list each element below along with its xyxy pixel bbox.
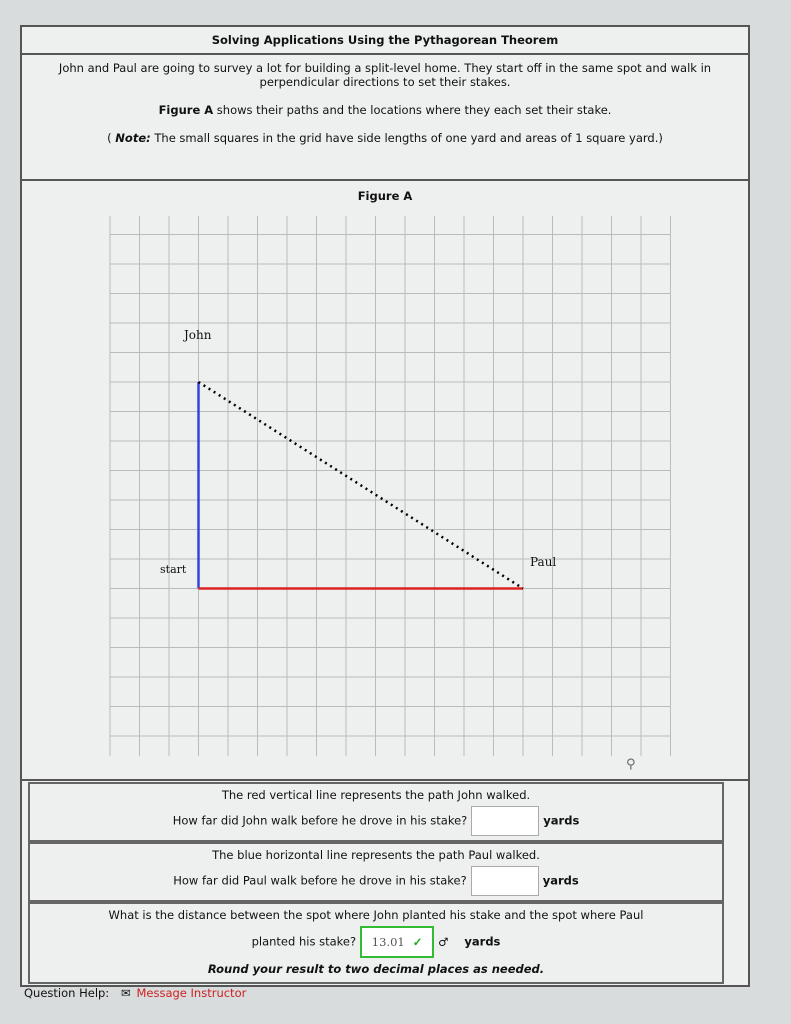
q1-unit: yards xyxy=(543,813,580,828)
mail-icon: ✉ xyxy=(120,986,131,1000)
check-icon: ✓ xyxy=(412,935,423,949)
q3-unit: yards xyxy=(464,934,501,949)
q3-prompt: planted his stake? xyxy=(251,934,357,949)
question-john xyxy=(28,782,724,842)
distance-input[interactable] xyxy=(360,926,434,958)
distance-value: 13.01 xyxy=(371,935,405,949)
zoom-magnifier-icon[interactable]: ⚲ xyxy=(626,757,636,772)
john-label: John xyxy=(184,328,212,342)
help-label: Question Help: xyxy=(24,986,110,1000)
figure-grid xyxy=(22,181,744,761)
edit-icon[interactable]: ♂ xyxy=(438,934,449,949)
start-label: start xyxy=(160,563,187,576)
note-open: ( xyxy=(107,131,116,145)
q1-prompt: How far did John walk before he drove in his stake? xyxy=(172,813,468,828)
q3-text: What is the distance between the spot where John planted his stake and the spot where Paul xyxy=(108,908,644,922)
q2-unit: yards xyxy=(542,873,579,888)
question-paul xyxy=(28,842,724,902)
paul-distance-input[interactable] xyxy=(471,866,539,896)
figure-a xyxy=(22,181,748,781)
q2-prompt: How far did Paul walk before he drove in his stake? xyxy=(173,873,467,888)
problem-intro xyxy=(22,55,748,181)
paul-label: Paul xyxy=(530,555,557,569)
rounding-note: Round your result to two decimal places as needed. xyxy=(207,962,545,976)
john-distance-input[interactable] xyxy=(471,806,539,836)
message-instructor-link[interactable]: Message Instructor xyxy=(136,986,247,1000)
note-text: The small squares in the grid have side lengths of one yard and areas of 1 square yard.) xyxy=(150,131,663,145)
question-distance xyxy=(28,902,724,984)
note xyxy=(26,131,744,145)
q1-text: The red vertical line represents the path John walked. xyxy=(221,788,531,802)
q2-text: The blue horizontal line represents the path Paul walked. xyxy=(212,848,540,862)
note-label: Note: xyxy=(115,131,151,145)
figure-desc-text: shows their paths and the locations where they each set their stake. xyxy=(213,103,612,117)
intro-text: John and Paul are going to survey a lot for building a split-level home. They start off in the same spot and walk in perpendicular directions to set their stakes. xyxy=(58,61,712,89)
question-help xyxy=(24,986,246,1000)
page-title: Solving Applications Using the Pythagorean Theorem xyxy=(22,27,748,55)
figure-description xyxy=(26,103,744,117)
figure-ref: Figure A xyxy=(158,103,214,117)
figure-title: Figure A xyxy=(357,189,413,203)
distance-dotted-line xyxy=(199,382,524,589)
question-panel xyxy=(20,25,750,987)
